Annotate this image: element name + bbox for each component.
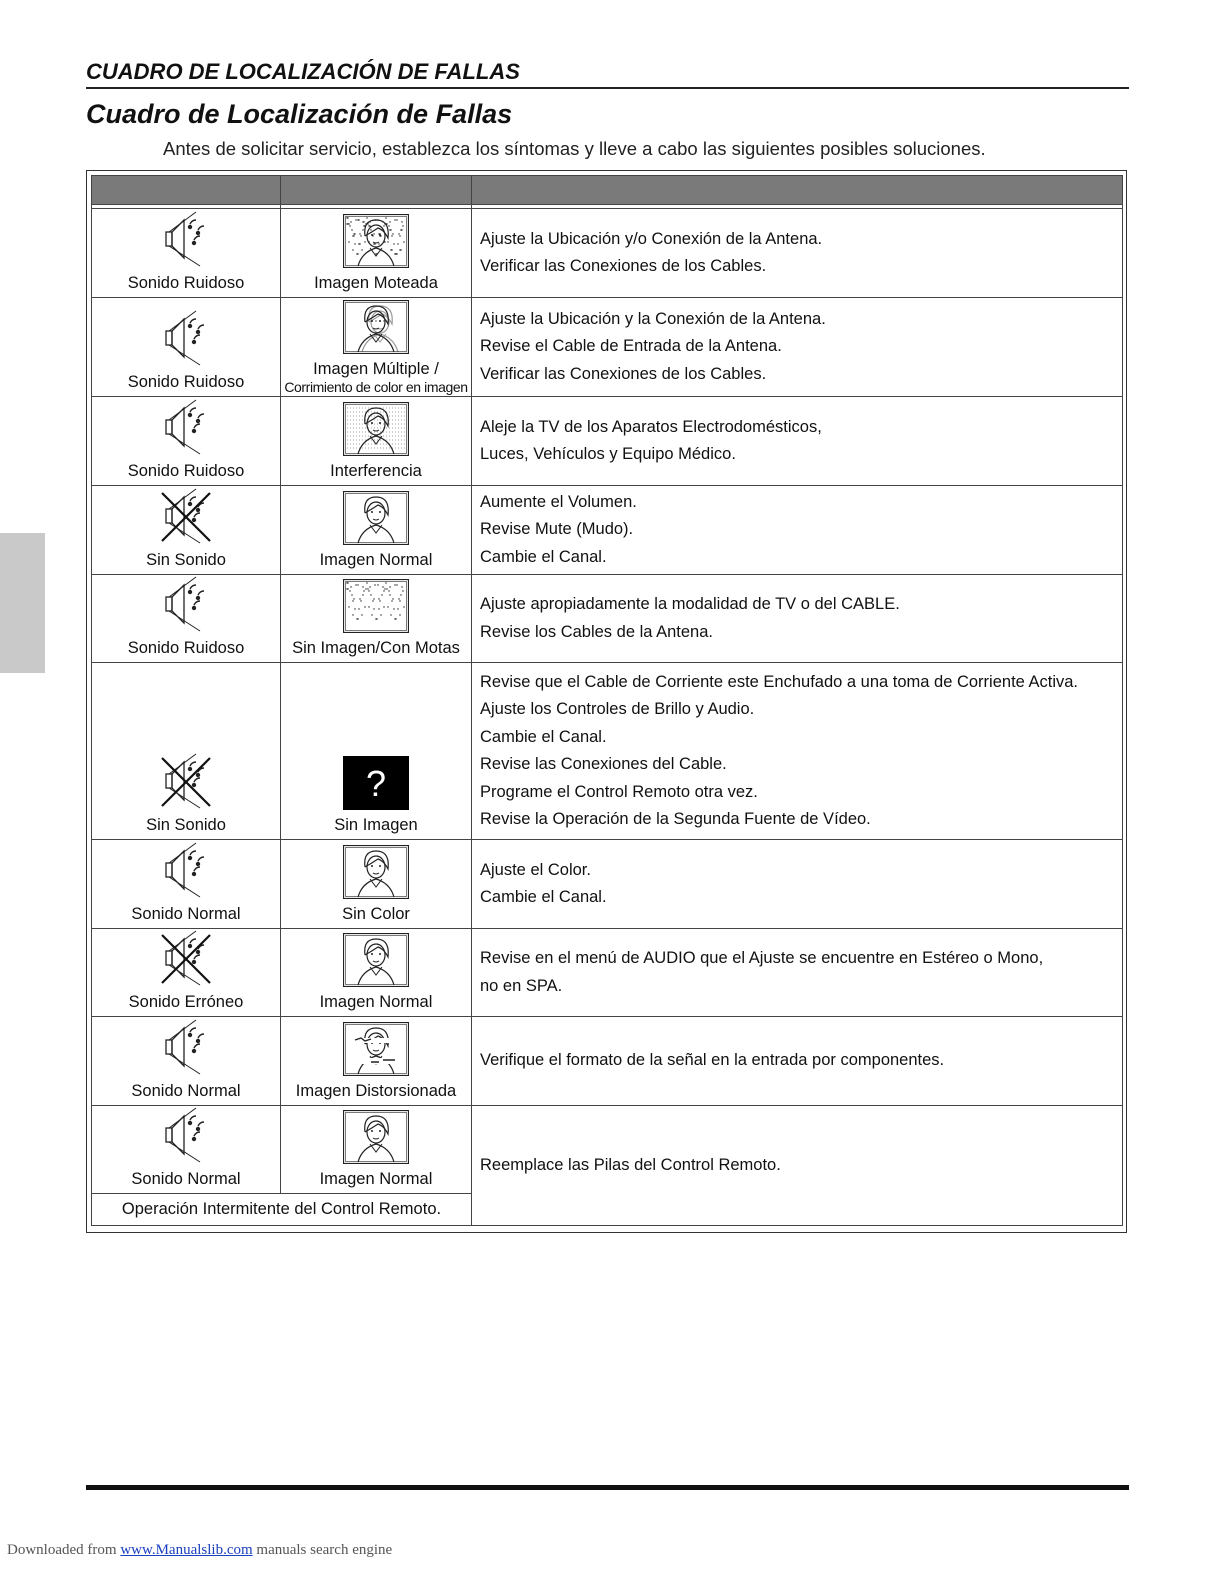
muted-speaker-icon bbox=[156, 487, 216, 545]
solution-line: Aleje la TV de los Aparatos Electrodomésticos, bbox=[480, 417, 822, 436]
sound-symptom bbox=[92, 929, 280, 1016]
speaker-icon bbox=[156, 1106, 216, 1164]
picture-cell bbox=[281, 1017, 472, 1106]
table-row bbox=[92, 209, 1123, 298]
sound-symptom bbox=[92, 209, 280, 297]
sound-cell bbox=[92, 1017, 281, 1106]
picture-symptom bbox=[281, 1106, 471, 1193]
muted-speaker-icon bbox=[156, 929, 216, 987]
solution-cell bbox=[472, 575, 1123, 663]
sound-cell bbox=[92, 663, 281, 840]
solution-line: Revise que el Cable de Corriente este Enchufado a una toma de Corriente Activa. bbox=[480, 672, 1079, 691]
solution-cell bbox=[472, 209, 1123, 298]
side-tab bbox=[0, 533, 45, 673]
tv-screen-normal-icon bbox=[343, 933, 409, 987]
tv-screen-normal-icon bbox=[343, 1110, 409, 1164]
sound-symptom bbox=[92, 663, 280, 839]
table-row bbox=[92, 663, 1123, 840]
solution-line: Revise los Cables de la Antena. bbox=[480, 622, 713, 641]
picture-cell bbox=[281, 1106, 472, 1194]
sound-cell bbox=[92, 397, 281, 486]
sound-cell bbox=[92, 209, 281, 298]
sound-symptom bbox=[92, 840, 280, 928]
solution-line: Cambie el Canal. bbox=[480, 547, 607, 566]
solution-cell bbox=[472, 663, 1123, 840]
intro-text: Antes de solicitar servicio, establezca los síntomas y lleve a cabo las siguientes posibles soluciones. bbox=[163, 138, 986, 159]
solution-cell bbox=[472, 929, 1123, 1017]
picture-label: Imagen Múltiple / bbox=[313, 360, 439, 378]
sound-cell bbox=[92, 486, 281, 575]
table-row bbox=[92, 298, 1123, 397]
picture-label: Interferencia bbox=[330, 462, 422, 480]
tv-screen-ghost-icon bbox=[343, 300, 409, 354]
sound-cell bbox=[92, 840, 281, 929]
solution-line: Verificar las Conexiones de los Cables. bbox=[480, 257, 767, 275]
tv-screen-interference-icon bbox=[343, 402, 409, 456]
picture-symptom bbox=[281, 298, 471, 396]
sound-label: Sin Sonido bbox=[146, 816, 226, 834]
solution-cell bbox=[472, 397, 1123, 486]
table-row bbox=[92, 840, 1123, 929]
table-row bbox=[92, 929, 1123, 1017]
sound-label: Sonido Normal bbox=[131, 1170, 241, 1188]
picture-label: Imagen Normal bbox=[319, 1170, 433, 1188]
solution-line: Revise el Cable de Entrada de la Antena. bbox=[480, 337, 782, 356]
sound-symptom bbox=[92, 486, 280, 574]
tv-screen-snow-icon bbox=[343, 579, 409, 633]
header-cell-picture bbox=[281, 176, 472, 205]
download-suffix: manuals search engine bbox=[256, 1542, 393, 1558]
speaker-icon bbox=[156, 210, 216, 268]
solution-line: Cambie el Canal. bbox=[480, 888, 607, 906]
solution-line: Ajuste el Color. bbox=[480, 860, 591, 879]
picture-cell bbox=[281, 929, 472, 1017]
table-row bbox=[92, 1106, 1123, 1194]
picture-cell bbox=[281, 397, 472, 486]
sound-symptom bbox=[92, 397, 280, 485]
solution-line: Reemplace las Pilas del Control Remoto. bbox=[480, 1155, 781, 1174]
picture-symptom bbox=[281, 1017, 471, 1105]
sound-label: Sonido Ruidoso bbox=[127, 639, 245, 657]
speaker-icon bbox=[156, 841, 216, 899]
table-header-row bbox=[92, 176, 1123, 205]
solution-line: Ajuste los Controles de Brillo y Audio. bbox=[480, 700, 755, 718]
tv-screen-nocolor-icon bbox=[343, 845, 409, 899]
picture-cell bbox=[281, 209, 472, 298]
solution-line: Ajuste apropiadamente la modalidad de TV o del CABLE. bbox=[480, 595, 900, 613]
solution-line: Luces, Vehículos y Equipo Médico. bbox=[480, 445, 736, 463]
table-row bbox=[92, 575, 1123, 663]
solution-line: Verifique el formato de la señal en la entrada por componentes. bbox=[480, 1051, 945, 1070]
picture-symptom bbox=[281, 840, 471, 928]
sound-label: Sin Sonido bbox=[146, 551, 226, 569]
footer-rule bbox=[86, 1485, 1129, 1490]
solution-line: Revise Mute (Mudo). bbox=[480, 520, 634, 539]
picture-symptom bbox=[281, 486, 471, 574]
sound-cell bbox=[92, 575, 281, 663]
page-title: Cuadro de Localización de Fallas bbox=[86, 99, 513, 129]
header-cell-solution bbox=[472, 176, 1123, 205]
picture-symptom bbox=[281, 929, 471, 1016]
solution-cell bbox=[472, 298, 1123, 397]
sound-symptom bbox=[92, 1106, 280, 1193]
extra-symptom-label: Operación Intermitente del Control Remoto. bbox=[121, 1200, 442, 1218]
sound-cell bbox=[92, 1106, 281, 1194]
picture-label: Imagen Normal bbox=[319, 993, 433, 1011]
picture-symptom bbox=[281, 575, 471, 662]
sound-symptom bbox=[92, 298, 280, 396]
section-title: CUADRO DE LOCALIZACIÓN DE FALLAS bbox=[86, 58, 1129, 89]
table-row bbox=[92, 1017, 1123, 1106]
picture-cell bbox=[281, 298, 472, 397]
solution-line: Aumente el Volumen. bbox=[480, 492, 637, 511]
solution-line: Cambie el Canal. bbox=[480, 727, 607, 746]
speaker-icon bbox=[156, 398, 216, 456]
picture-label: Sin Imagen bbox=[334, 816, 418, 834]
picture-symptom bbox=[281, 209, 471, 297]
sound-symptom bbox=[92, 1017, 280, 1105]
sound-label: Sonido Ruidoso bbox=[127, 274, 245, 292]
sound-label: Sonido Ruidoso bbox=[127, 462, 245, 480]
speaker-icon bbox=[156, 309, 216, 367]
tv-screen-normal-icon bbox=[343, 491, 409, 545]
troubleshooting-table bbox=[91, 175, 1123, 1226]
sound-label: Sonido Normal bbox=[131, 1082, 241, 1100]
extra-symptom-cell bbox=[92, 1194, 472, 1226]
speaker-icon bbox=[156, 1018, 216, 1076]
solution-line: Verificar las Conexiones de los Cables. bbox=[480, 364, 767, 383]
picture-symptom bbox=[281, 397, 471, 485]
solution-line: Ajuste la Ubicación y la Conexión de la Antena. bbox=[480, 309, 826, 328]
solution-cell bbox=[472, 1106, 1123, 1226]
table-row bbox=[92, 486, 1123, 575]
download-prefix: Downloaded from bbox=[7, 1542, 117, 1558]
tv-screen-mottled-icon bbox=[343, 214, 409, 268]
picture-label: Sin Imagen/Con Motas bbox=[292, 639, 460, 657]
solution-cell bbox=[472, 840, 1123, 929]
muted-speaker-icon bbox=[156, 752, 216, 810]
speaker-icon bbox=[156, 575, 216, 633]
solution-line: Revise la Operación de la Segunda Fuente de Vídeo. bbox=[480, 810, 871, 828]
picture-symptom bbox=[281, 663, 471, 839]
picture-cell bbox=[281, 840, 472, 929]
download-notice bbox=[7, 1542, 392, 1559]
solution-cell bbox=[472, 1017, 1123, 1106]
picture-label: Imagen Normal bbox=[319, 551, 433, 569]
sound-symptom bbox=[92, 575, 280, 662]
solution-line: Ajuste la Ubicación y/o Conexión de la Antena. bbox=[480, 229, 823, 248]
table-row bbox=[92, 397, 1123, 486]
header-cell-sound bbox=[92, 176, 281, 205]
solution-cell bbox=[472, 486, 1123, 575]
picture-label: Sin Color bbox=[342, 905, 410, 923]
solution-line: no en SPA. bbox=[480, 976, 563, 995]
sound-label: Sonido Erróneo bbox=[128, 993, 244, 1011]
sound-label: Sonido Ruidoso bbox=[127, 373, 245, 391]
manualslib-link[interactable]: www.Manualslib.com bbox=[120, 1542, 253, 1558]
solution-line: Revise las Conexiones del Cable. bbox=[480, 755, 727, 773]
solution-line: Programe el Control Remoto otra vez. bbox=[480, 782, 758, 801]
picture-cell bbox=[281, 575, 472, 663]
picture-sublabel: Corrimiento de color en imagen bbox=[284, 379, 468, 395]
picture-cell bbox=[281, 663, 472, 840]
tv-screen-distorted-icon bbox=[343, 1022, 409, 1076]
sound-cell bbox=[92, 929, 281, 1017]
sound-label: Sonido Normal bbox=[131, 905, 241, 923]
tv-screen-black-icon bbox=[343, 756, 409, 810]
picture-cell bbox=[281, 486, 472, 575]
svg-text:?: ? bbox=[365, 763, 387, 804]
solution-line: Revise en el menú de AUDIO que el Ajuste se encuentre en Estéreo o Mono, bbox=[480, 949, 1044, 967]
sound-cell bbox=[92, 298, 281, 397]
picture-label: Imagen Distorsionada bbox=[295, 1082, 457, 1100]
picture-label: Imagen Moteada bbox=[314, 274, 438, 292]
